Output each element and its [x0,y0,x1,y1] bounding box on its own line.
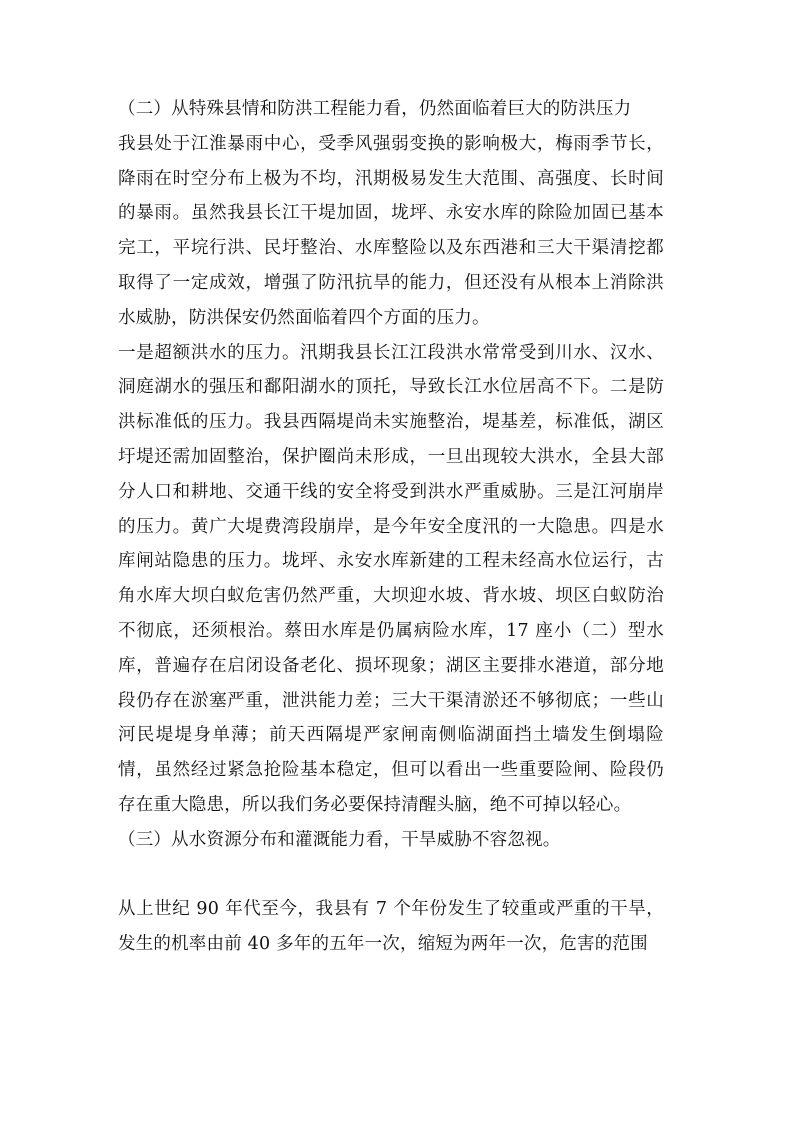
paragraph-spacer [118,858,664,893]
section-heading-drought: （三）从水资源分布和灌溉能力看，干旱威胁不容忽视。 [118,829,561,850]
document-body [118,92,664,962]
paragraph-four-pressures: 一是超额洪水的压力。汛期我县长江江段洪水常常受到川水、汉水、洞庭湖水的强压和鄱阳湖水的顶托，导致长江水位居高不下。二是防洪标准低的压力。我县西隔堤尚未实施整治，堤基差，标准低，湖区圩堤还需加固整治，保护圈尚未形成，一旦出现较大洪水，全县大部分人口和耕地、交通干线的安全将受到洪水严重威胁。三是江河崩岸的压力。黄广大堤费湾段崩岸，是今年安全度汛的一大隐患。四是水库闸站隐患的压力。垅坪、永安水库新建的工程未经高水位运行，古角水库大坝白蚁危害仍然严重，大坝迎水坡、背水坡、坝区白蚁防治不彻底，还须根治。蔡田水库是仍属病险水库，17 座小（二）型水库，普遍存在启闭设备老化、损坏现象；湖区主要排水港道，部分地段仍存在淤塞严重，泄洪能力差；三大干渠清淤还不够彻底；一些山河民堤堤身单薄；前天西隔堤严家闸南侧临湖面挡土墙发生倒塌险情，虽然经过紧急抢险基本稳定，但可以看出一些重要险闸、险段仍存在重大隐患，所以我们务必要保持清醒头脑，绝不可掉以轻心。 [118,342,664,815]
paragraph-rainfall-conditions: 我县处于江淮暴雨中心，受季风强弱变换的影响极大，梅雨季节长，降雨在时空分布上极为不均，汛期极易发生大范围、高强度、长时间的暴雨。虽然我县长江干堤加固，垅坪、永安水库的除险加固已基本完工，平垸行洪、民圩整治、水库整险以及东西港和三大干渠清挖都取得了一定成效，增强了防汛抗旱的能力，但还没有从根本上消除洪水威胁，防洪保安仍然面临着四个方面的压力。 [118,133,664,328]
section-heading-flood-pressure: （二）从特殊县情和防洪工程能力看，仍然面临着巨大的防洪压力 [118,99,632,119]
paragraph-drought-history: 从上世纪 90 年代至今，我县有 7 个年份发生了较重或严重的干旱，发生的机率由前 40 多年的五年一次，缩短为两年一次，危害的范围 [118,899,664,955]
